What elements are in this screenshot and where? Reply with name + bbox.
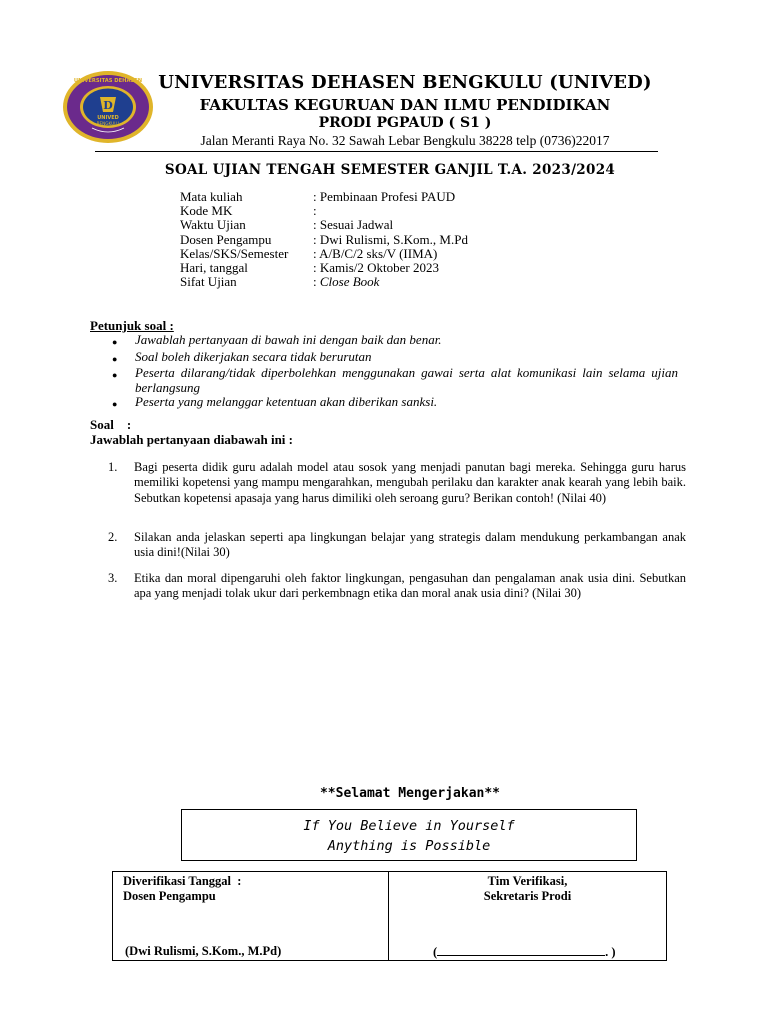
questions-label: Soal : xyxy=(90,417,132,432)
info-row-lecturer xyxy=(180,233,468,247)
program-name: PRODI PGPAUD ( S1 ) xyxy=(318,115,492,131)
closing-message: **Selamat Mengerjakan** xyxy=(319,786,500,801)
exam-info xyxy=(180,190,468,289)
logo-bottom-text: BENGKULU xyxy=(96,121,120,126)
logo-mid-text: UNIVED xyxy=(97,115,119,121)
signature-blank xyxy=(437,944,605,956)
info-label: Waktu Ujian xyxy=(180,217,246,233)
lecturer-signature-name: (Dwi Rulismi, S.Kom., M.Pd) xyxy=(125,944,282,958)
instructions-list xyxy=(112,333,678,412)
verification-table xyxy=(112,871,667,961)
info-row-course xyxy=(180,190,468,204)
info-label: Mata kuliah xyxy=(180,189,243,204)
questions-header xyxy=(90,418,293,447)
list-item xyxy=(112,366,678,395)
question-text: Etika dan moral dipengaruhi oleh faktor lingkungan, pengasuhan dan pengalaman anak usia dini. Sebutkan apa yang menjadi tolak ukur dari perkembnagn etika dan moral anak usia dini? (Nilai 30) xyxy=(134,571,686,601)
instruction-text: Jawablah pertanyaan di bawah ini dengan baik dan benar. xyxy=(135,332,442,347)
instruction-text: Peserta yang melanggar ketentuan akan diberikan sanksi. xyxy=(135,394,438,410)
verification-lecturer-cell xyxy=(113,872,389,960)
info-value: : xyxy=(313,203,317,219)
questions-instruction: Jawablah pertanyaan diabawah ini : xyxy=(90,431,293,447)
info-value: : A/B/C/2 sks/V (IIMA) xyxy=(313,245,438,261)
question-text: Silakan anda jelaskan seperti apa lingkungan belajar yang strategis dalam mendukung perkambangan anak usia dini!(Nilai 30) xyxy=(134,530,686,560)
info-row-code xyxy=(180,204,468,218)
quote-line: Anything is Possible xyxy=(327,838,491,854)
info-value-prefix: : xyxy=(313,274,320,290)
info-label: Kode MK xyxy=(180,203,233,219)
verification-date-label: Diverifikasi Tanggal : xyxy=(123,874,242,888)
question-item xyxy=(108,530,686,561)
info-value: Close Book xyxy=(319,274,380,290)
info-value: : Pembinaan Profesi PAUD xyxy=(313,189,456,204)
question-text: Bagi peserta didik guru adalah model atau sosok yang menjadi panutan bagi mereka. Sehingga guru harus memiliki kopetensi yang mampu mengarahkan, mengubah perilaku dan karakter anak kearah yang lebih baik. Sebutkan kopetensi apasaja yang harus dimiliki oleh seroang guru? Berikan contoh! (Nilai 40) xyxy=(134,460,686,505)
verification-team-label: Tim Verifikasi, xyxy=(487,874,568,888)
faculty-name: FAKULTAS KEGURUAN DAN ILMU PENDIDIKAN xyxy=(199,96,611,114)
instruction-text: Peserta dilarang/tidak diperbolehkan menggunakan gawai serta alat komunikasi lain selama ujian berlangsung xyxy=(135,365,678,395)
question-item xyxy=(108,571,686,602)
university-logo xyxy=(62,70,154,144)
info-row-class xyxy=(180,247,468,261)
bullet-icon: ● xyxy=(112,337,118,347)
lecturer-role-label: Dosen Pengampu xyxy=(123,889,216,903)
instruction-text: Soal boleh dikerjakan secara tidak berurutan xyxy=(135,348,372,364)
info-row-nature xyxy=(180,275,468,289)
info-row-time xyxy=(180,218,468,232)
university-name: UNIVERSITAS DEHASEN BENGKULU (UNIVED) xyxy=(158,72,652,93)
info-label: Sifat Ujian xyxy=(180,274,237,290)
quote-line: If You Believe in Yourself xyxy=(303,818,515,834)
list-item xyxy=(112,333,678,350)
sig-close-paren: . ) xyxy=(605,945,616,959)
verification-team-cell xyxy=(389,872,666,960)
list-item xyxy=(112,395,678,412)
info-label: Kelas/SKS/Semester xyxy=(180,245,289,261)
logo-top-text: UNIVERSITAS DEHASEN xyxy=(73,78,143,84)
question-number: 1. xyxy=(108,460,118,474)
bullet-icon: ● xyxy=(112,353,118,364)
bullet-icon: ● xyxy=(112,399,118,410)
info-label: Hari, tanggal xyxy=(180,260,248,276)
header-divider xyxy=(95,151,658,152)
list-item xyxy=(112,350,678,367)
info-row-date xyxy=(180,261,468,275)
question-number: 3. xyxy=(108,571,118,585)
info-value: : Sesuai Jadwal xyxy=(313,217,394,233)
logo-monogram: D xyxy=(103,99,113,112)
secretary-role-label: Sekretaris Prodi xyxy=(483,889,572,903)
address: Jalan Meranti Raya No. 32 Sawah Lebar Bengkulu 38228 telp (0736)22017 xyxy=(200,133,610,148)
motivational-quote-box xyxy=(181,809,637,861)
question-item xyxy=(108,460,686,506)
instructions-title: Petunjuk soal : xyxy=(90,318,174,333)
exam-title: SOAL UJIAN TENGAH SEMESTER GANJIL T.A. 2023/2024 xyxy=(164,162,616,178)
secretary-signature-line xyxy=(433,944,616,960)
question-number: 2. xyxy=(108,530,118,544)
info-label: Dosen Pengampu xyxy=(180,231,272,247)
bullet-icon: ● xyxy=(112,370,118,381)
info-value: : Dwi Rulismi, S.Kom., M.Pd xyxy=(313,231,468,247)
info-value: : Kamis/2 Oktober 2023 xyxy=(313,260,440,276)
sig-open-paren: ( xyxy=(433,945,438,959)
